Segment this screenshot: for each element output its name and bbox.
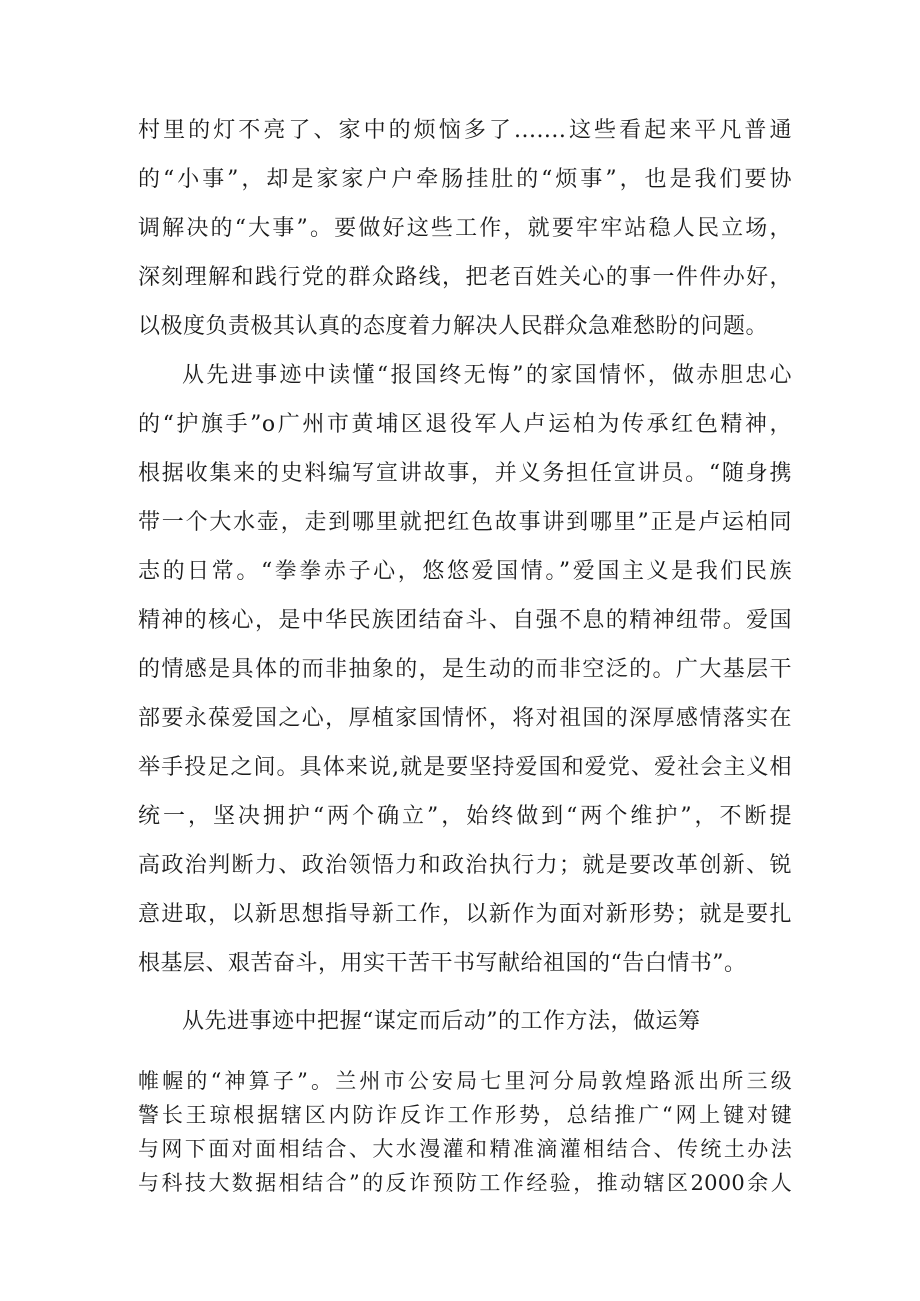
text-line: 的“护旗手”o广州市黄埔区退役军人卢运柏为传承红色精神， bbox=[138, 412, 792, 437]
text-line: 部要永葆爱国之心，厚植家国情怀，将对祖国的深厚感情落实在 bbox=[138, 706, 792, 731]
paragraph-first-line: 从先进事迹中把握“谋定而后动”的工作方法，做运筹 bbox=[182, 1009, 701, 1034]
text-line: 调解决的“大事”。要做好这些工作，就要牢牢站稳人民立场， bbox=[138, 216, 792, 241]
text-line: 警长王琼根据辖区内防诈反诈工作形势，总结推广“网上键对键 bbox=[138, 1103, 792, 1127]
text-line: 以极度负责极其认真的态度着力解决人民群众急难愁盼的问题。 bbox=[138, 314, 769, 339]
text-line: 精神的核心，是中华民族团结奋斗、自强不息的精神纽带。爱国 bbox=[138, 608, 792, 633]
text-line: 统一，坚决拥护“两个确立”，始终做到“两个维护”，不断提 bbox=[138, 804, 792, 829]
text-line: 高政治判断力、政治领悟力和政治执行力；就是要改革创新、锐 bbox=[138, 853, 792, 878]
text-line: 意进取，以新思想指导新工作，以新作为面对新形势；就是要扎 bbox=[138, 902, 792, 927]
text-line: 的“小事”，却是家家户户牵肠挂肚的“烦事”，也是我们要协 bbox=[138, 167, 792, 192]
text-line: 与科技大数据相结合”的反诈预防工作经验，推动辖区2000余人 bbox=[138, 1171, 792, 1195]
text-line: 举手投足之间。具体来说,就是要坚持爱国和爱党、爱社会主义相 bbox=[138, 755, 792, 780]
text-line: 志的日常。“拳拳赤子心，悠悠爱国情。”爱国主义是我们民族 bbox=[138, 559, 792, 584]
paragraph-first-line: 从先进事迹中读懂“报国终无悔”的家国情怀，做赤胆忠心 bbox=[182, 363, 792, 388]
text-line: 带一个大水壶，走到哪里就把红色故事讲到哪里”正是卢运柏同 bbox=[138, 510, 792, 535]
text-line: 的情感是具体的而非抽象的，是生动的而非空泛的。广大基层干 bbox=[138, 657, 792, 682]
text-line: 帷幄的“神算子”。兰州市公安局七里河分局敦煌路派出所三级 bbox=[138, 1069, 792, 1093]
text-line: 与网下面对面相结合、大水漫灌和精准滴灌相结合、传统土办法 bbox=[138, 1137, 792, 1161]
text-line: 根据收集来的史料编写宣讲故事，并义务担任宣讲员。“随身携 bbox=[138, 461, 792, 486]
text-line: 深刻理解和践行党的群众路线，把老百姓关心的事一件件办好， bbox=[138, 265, 792, 290]
text-line: 根基层、艰苦奋斗，用实干苦干书写献给祖国的“告白情书”。 bbox=[138, 951, 747, 976]
text-line: 村里的灯不亮了、家中的烦恼多了.......这些看起来平凡普通 bbox=[138, 118, 792, 143]
